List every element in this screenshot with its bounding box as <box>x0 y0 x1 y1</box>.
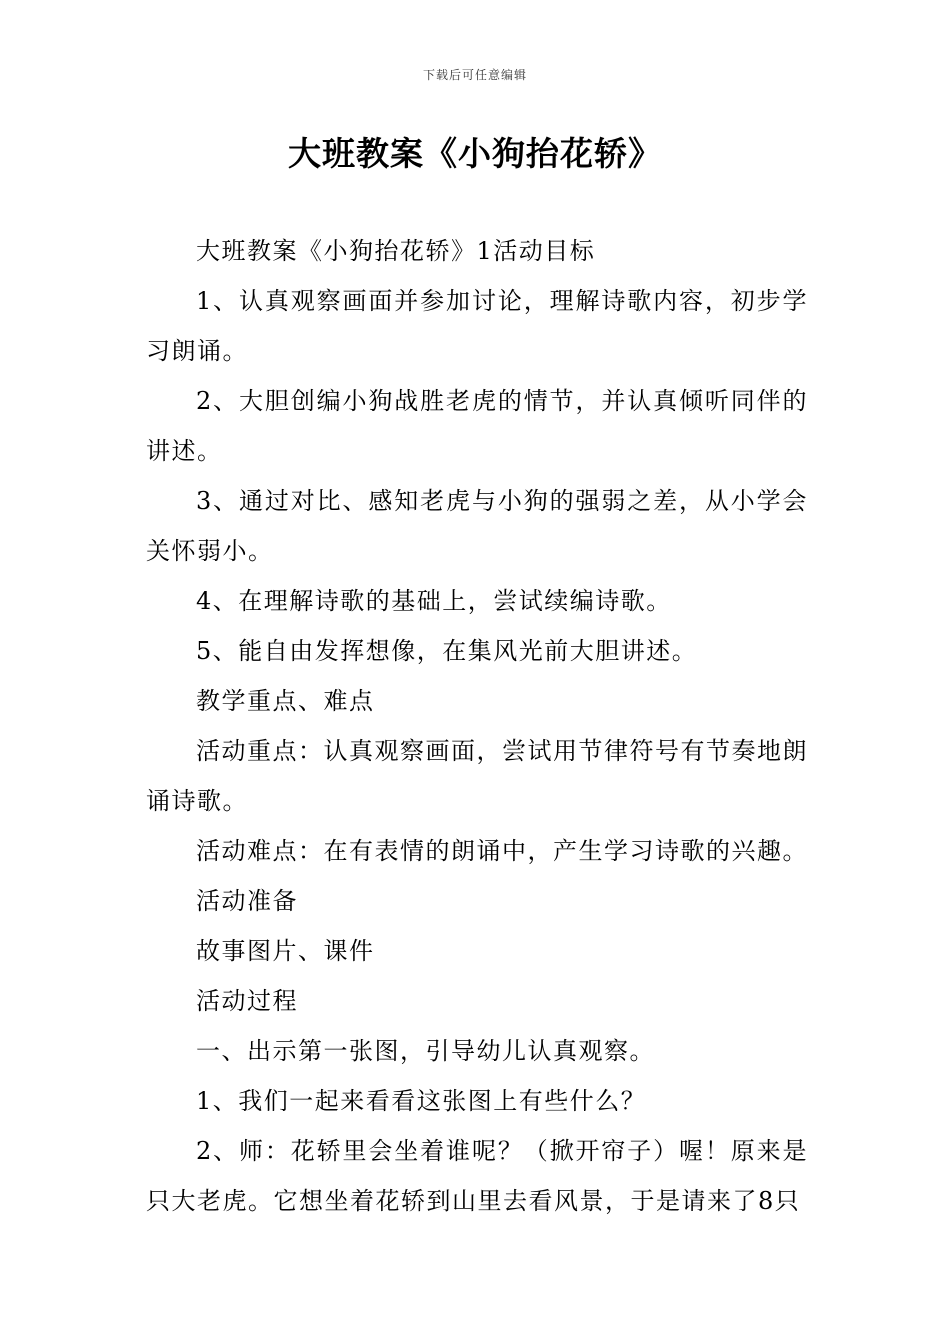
header-note: 下载后可任意编辑 <box>422 68 527 82</box>
document-title: 大班教案《小狗抬花轿》 <box>288 134 662 173</box>
paragraph-step-1: 一、出示第一张图，引导幼儿认真观察。 <box>196 1037 655 1065</box>
paragraph-section-key-points: 教学重点、难点 <box>196 687 375 715</box>
paragraph-goal-1: 1、认真观察画面并参加讨论，理解诗歌内容，初步学习朗诵。 <box>146 287 808 365</box>
paragraph-step-1-1: 1、我们一起来看看这张图上有些什么？ <box>196 1087 647 1115</box>
paragraph-goal-3: 3、通过对比、感知老虎与小狗的强弱之差，从小学会关怀弱小。 <box>146 487 808 565</box>
document-body <box>146 226 808 1226</box>
paragraph-heading: 大班教案《小狗抬花轿》1活动目标 <box>196 237 596 265</box>
paragraph-goal-4: 4、在理解诗歌的基础上，尝试续编诗歌。 <box>196 587 672 615</box>
paragraph-goal-5: 5、能自由发挥想像，在集风光前大胆讲述。 <box>196 637 698 665</box>
paragraph-key-point: 活动重点：认真观察画面，尝试用节律符号有节奏地朗诵诗歌。 <box>146 737 808 815</box>
paragraph-section-process: 活动过程 <box>196 987 298 1015</box>
paragraph-step-1-2: 2、师：花轿里会坐着谁呢？（掀开帘子）喔！原来是只大老虎。它想坐着花轿到山里去看风景，于是请来了8只 <box>146 1137 808 1215</box>
paragraph-section-preparation: 活动准备 <box>196 887 298 915</box>
paragraph-difficulty: 活动难点：在有表情的朗诵中，产生学习诗歌的兴趣。 <box>196 837 808 865</box>
paragraph-materials: 故事图片、课件 <box>196 937 375 965</box>
paragraph-goal-2: 2、大胆创编小狗战胜老虎的情节，并认真倾听同伴的讲述。 <box>146 387 808 465</box>
